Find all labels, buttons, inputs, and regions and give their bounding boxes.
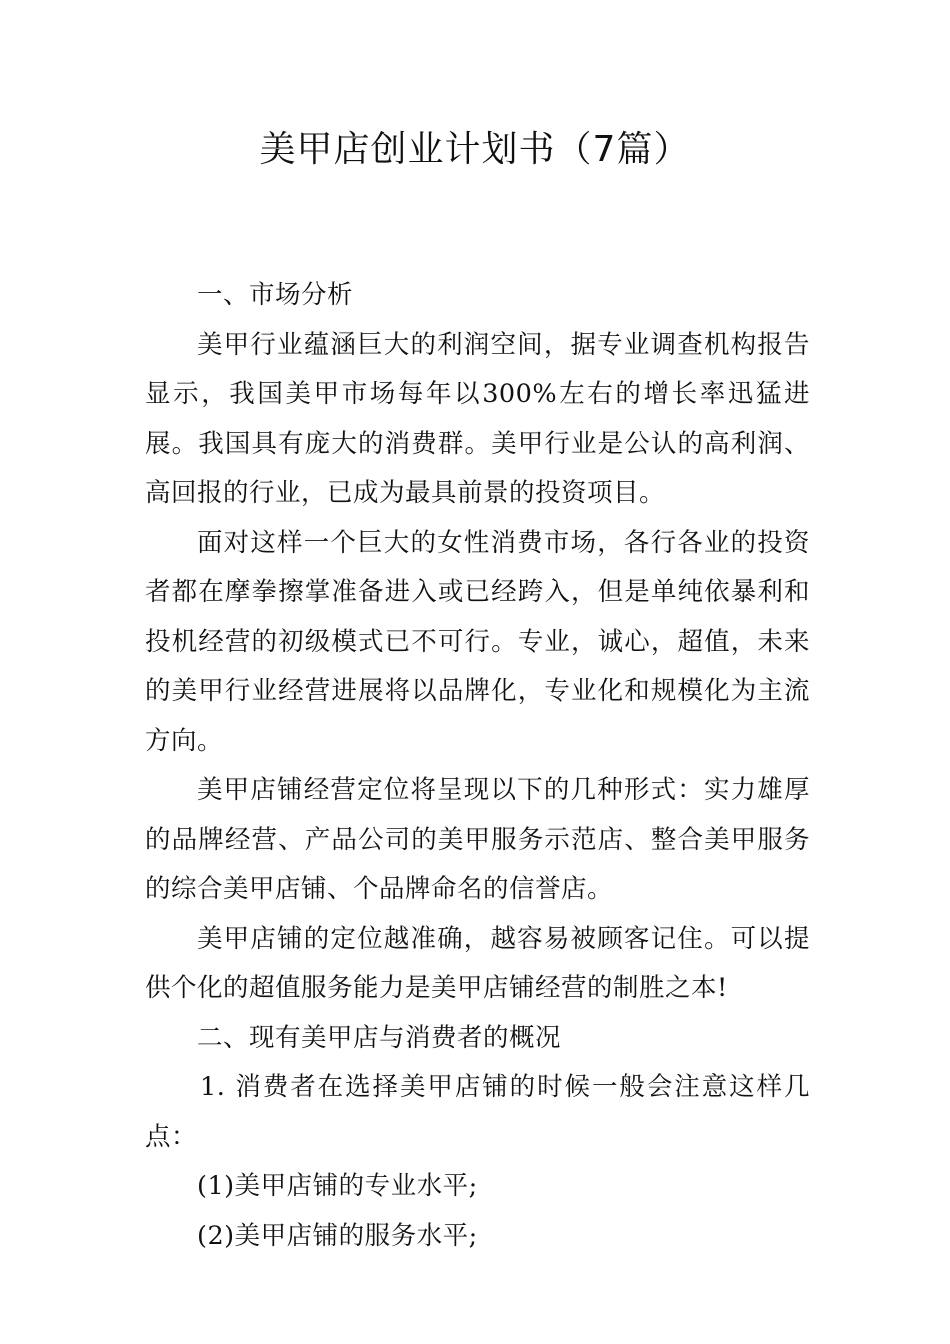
paragraph-positioning-accuracy: 美甲店铺的定位越准确，越容易被顾客记住。可以提供个化的超值服务能力是美甲店铺经营的制胜之本! bbox=[145, 923, 810, 1003]
paragraph-store-positioning-forms: 美甲店铺经营定位将呈现以下的几种形式：实力雄厚的品牌经营、产品公司的美甲服务示范店、整合美甲服务的综合美甲店铺、个品牌命名的信誉店。 bbox=[145, 775, 810, 904]
list-item-professional-level: (1)美甲店铺的专业水平; bbox=[197, 1171, 478, 1201]
paragraph-market-growth: 美甲行业蕴涵巨大的利润空间，据专业调查机构报告显示，我国美甲市场每年以300%左右的增长率迅猛进展。我国具有庞大的消费群。美甲行业是公认的高利润、高回报的行业，已成为最具前景的投资项目。 bbox=[145, 329, 810, 508]
document-title: 美甲店创业计划书（7篇） bbox=[259, 129, 691, 170]
section-heading-current-overview: 二、现有美甲店与消费者的概况 bbox=[197, 1022, 562, 1053]
paragraph-market-direction: 面对这样一个巨大的女性消费市场，各行各业的投资者都在摩拳擦掌准备进入或已经跨入，但是单纯依暴利和投机经营的初级模式已不可行。专业，诚心，超值，未来的美甲行业经营进展将以品牌化，专业化和规模化为主流方向。 bbox=[145, 527, 810, 756]
list-item-consumer-concerns: 1. 消费者在选择美甲店铺的时候一般会注意这样几点： bbox=[145, 1072, 810, 1152]
document-body bbox=[145, 271, 810, 1261]
section-heading-market-analysis: 一、市场分析 bbox=[197, 280, 354, 310]
list-item-service-level: (2)美甲店铺的服务水平; bbox=[197, 1220, 478, 1251]
